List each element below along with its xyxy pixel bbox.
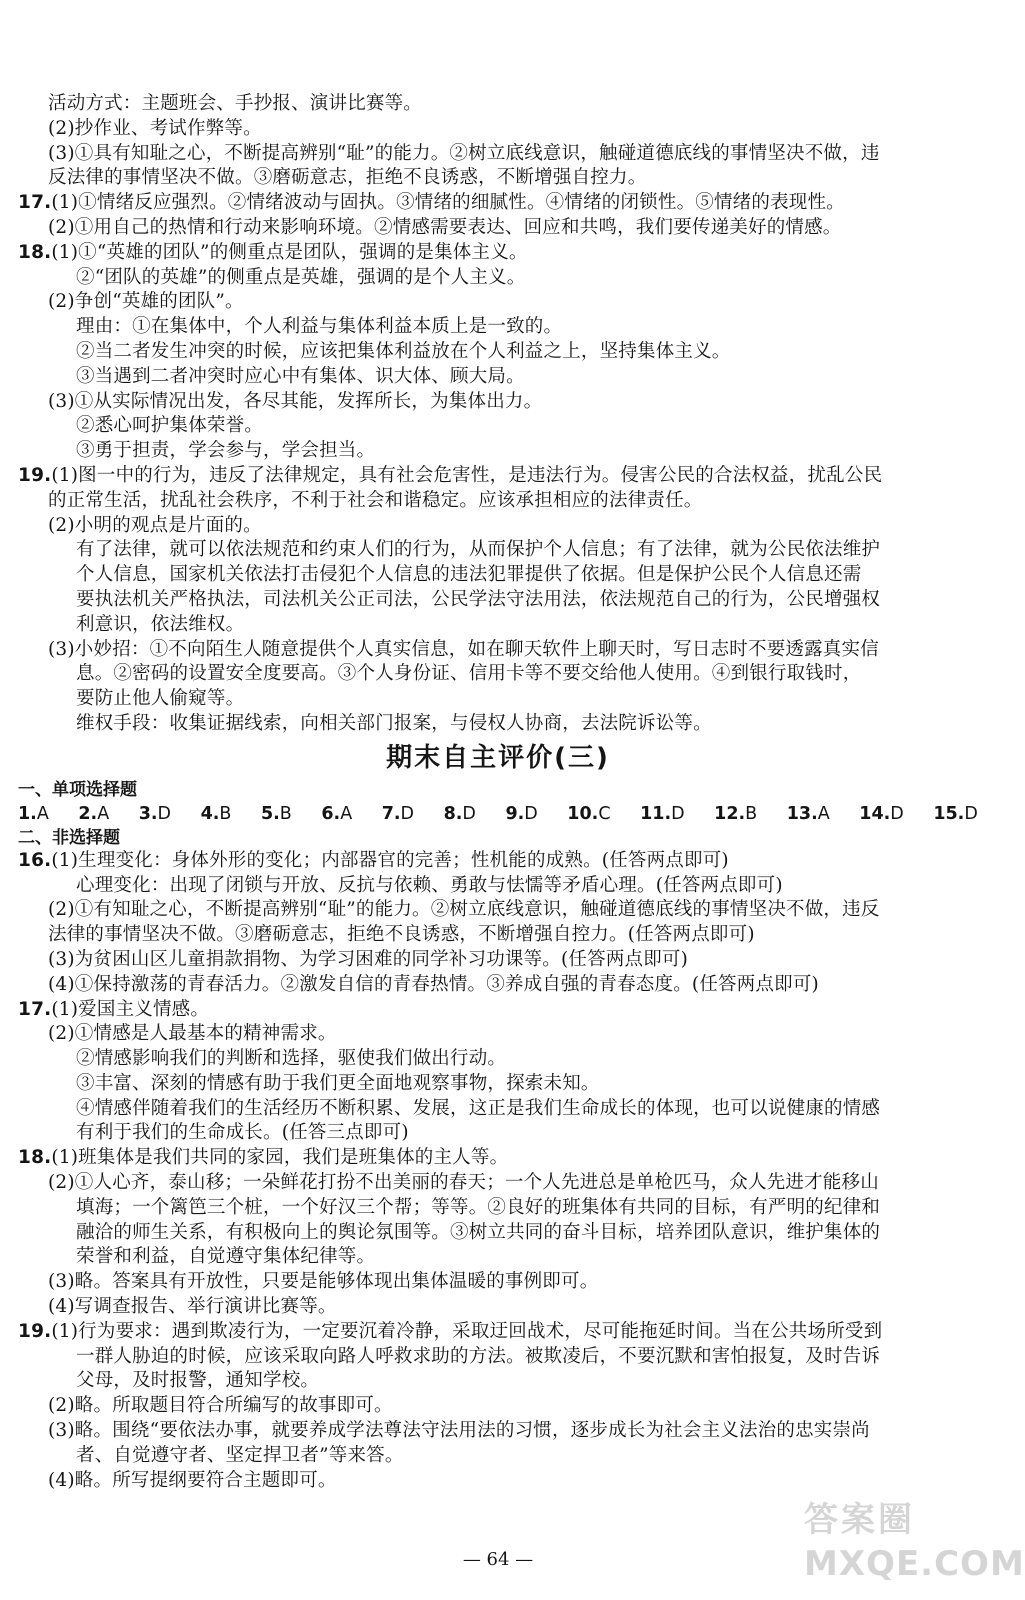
choice-answer xyxy=(933,801,978,827)
line-text: (1)爱国主义情感。 xyxy=(51,998,210,1020)
text-line xyxy=(18,1345,978,1370)
choice-answer xyxy=(139,801,171,827)
line-text: 反法律的事情坚决不做。③磨砺意志，拒绝不良诱惑，不断增强自控力。 xyxy=(48,167,647,189)
choice-letter: A xyxy=(97,803,110,824)
choice-letter: D xyxy=(890,803,904,824)
text-line xyxy=(18,923,978,948)
line-text: 心理变化：出现了闭锁与开放、反抗与依赖、勇敢与怯懦等矛盾心理。(任答两点即可) xyxy=(76,874,783,896)
line-text: ③丰富、深刻的情感有助于我们更全面地观察事物，探索未知。 xyxy=(76,1072,600,1094)
line-text: 理由：①在集体中，个人利益与集体利益本质上是一致的。 xyxy=(76,316,563,338)
choice-letter: D xyxy=(524,803,538,824)
line-text: 息。②密码的设置安全度要高。③个人身份证、信用卡等不要交给他人使用。④到银行取钱时， xyxy=(76,663,862,685)
choice-number: 1. xyxy=(18,803,37,824)
text-line xyxy=(18,1146,978,1171)
choice-number: 6. xyxy=(321,803,341,824)
choice-answer xyxy=(640,801,685,827)
line-text: (4)略。所写提纲要符合主题即可。 xyxy=(48,1469,337,1491)
question-number: 18. xyxy=(18,1147,52,1169)
line-text: (3)小妙招：①不向陌生人随意提供个人真实信息，如在聊天软件上聊天时，写日志时不要透露真实信 xyxy=(48,638,879,660)
choice-letter: C xyxy=(598,803,611,824)
text-line xyxy=(18,266,978,291)
text-line xyxy=(18,1171,978,1196)
text-line xyxy=(18,973,978,998)
text-line xyxy=(18,1369,978,1394)
line-text: (1)生理变化：身体外形的变化；内部器官的完善；性机能的成熟。(任答两点即可) xyxy=(51,849,729,871)
line-text: 的正常生活，扰乱社会秩序，不利于社会和谐稳定。应该承担相应的法律责任。 xyxy=(48,489,703,511)
answer-page xyxy=(18,92,978,1493)
text-line xyxy=(18,216,978,241)
line-text: (1)①“英雄的团队”的侧重点是团队，强调的是集体主义。 xyxy=(51,241,528,263)
text-line xyxy=(18,166,978,191)
question-number: 19. xyxy=(18,464,52,486)
watermark-logo xyxy=(804,1498,1025,1594)
line-text: (3)略。答案具有开放性，只要是能够体现出集体温暖的事例即可。 xyxy=(48,1271,599,1293)
choice-number: 4. xyxy=(200,803,220,824)
text-line xyxy=(18,712,978,737)
line-text: (3)为贫困山区儿童捐款捐物、为学习困难的同学补习功课等。(任答两点即可) xyxy=(48,948,689,970)
watermark-text-top: 答案圈 xyxy=(804,1500,915,1540)
text-line xyxy=(18,315,978,340)
text-line xyxy=(18,439,978,464)
text-line xyxy=(18,898,978,923)
text-line xyxy=(18,340,978,365)
page-number: — 64 — xyxy=(462,1549,534,1570)
choice-number: 11. xyxy=(640,803,672,824)
choice-letter: B xyxy=(745,803,758,824)
line-text: (4)①保持激荡的青春活力。②激发自信的青春热情。③养成自强的青春态度。(任答两点即可) xyxy=(48,973,819,995)
line-text: (3)①从实际情况出发，各尽其能，发挥所长，为集体出力。 xyxy=(48,390,543,412)
line-text: 填海；一个篱笆三个桩，一个好汉三个帮；等等。②良好的班集体有共同的目标，有严明的纪律和 xyxy=(76,1196,881,1218)
choice-number: 3. xyxy=(138,803,158,824)
line-text: 父母，及时报警，通知学校。 xyxy=(76,1370,320,1392)
text-line xyxy=(18,142,978,167)
choice-answer xyxy=(714,801,757,827)
text-line xyxy=(18,489,978,514)
choice-answer xyxy=(78,801,109,827)
text-line xyxy=(18,1121,978,1146)
watermark-text-bottom: MXQE.COM xyxy=(804,1544,1025,1584)
choice-answer xyxy=(18,801,49,827)
text-line xyxy=(18,365,978,390)
choice-answer xyxy=(505,801,537,827)
text-line xyxy=(18,849,978,874)
choice-number: 8. xyxy=(443,803,463,824)
choice-answer xyxy=(444,801,476,827)
text-line xyxy=(18,1072,978,1097)
line-text: 活动方式：主题班会、手抄报、演讲比赛等。 xyxy=(48,93,423,114)
text-line xyxy=(18,92,978,117)
choice-letter: D xyxy=(462,803,476,824)
text-line xyxy=(18,290,978,315)
text-line xyxy=(18,1270,978,1295)
choice-number: 5. xyxy=(260,803,280,824)
part1-heading: 一、单项选择题 xyxy=(18,779,137,800)
part2-heading: 二、非选择题 xyxy=(18,827,120,848)
choice-number: 15. xyxy=(933,803,965,824)
line-text: 维权手段：收集证据线索，向相关部门报案，与侵权人协商，去法院诉讼等。 xyxy=(76,712,712,734)
line-text: (1)图一中的行为，违反了法律规定，具有社会危害性，是违法行为。侵害公民的合法权益，扰乱公民 xyxy=(51,464,883,486)
text-line xyxy=(18,1022,978,1047)
line-text: 利意识，依法维权。 xyxy=(76,613,245,635)
choice-letter: B xyxy=(219,803,232,824)
line-text: (2)①有知耻之心，不断提高辨别“耻”的能力。②树立底线意识，触碰道德底线的事情坚决不做，违反 xyxy=(48,899,880,921)
choice-number: 13. xyxy=(786,803,818,824)
line-text: (2)争创“英雄的团队”。 xyxy=(48,291,244,313)
line-text: 个人信息，国家机关依法打击侵犯个人信息的违法犯罪提供了依据。但是保护公民个人信息还需 xyxy=(76,564,862,586)
line-text: 法律的事情坚决不做。③磨砺意志，拒绝不良诱惑，不断增强自控力。(任答两点即可) xyxy=(48,924,755,946)
line-text: ②“团队的英雄”的侧重点是英雄，强调的是个人主义。 xyxy=(76,266,526,288)
text-line xyxy=(18,538,978,563)
line-text: 融洽的师生关系，有积极向上的舆论氛围等。③树立共同的奋斗目标，培养团队意识，维护集体的 xyxy=(76,1221,881,1243)
text-line xyxy=(18,514,978,539)
line-text: 要执法机关严格执法，司法机关公正司法，公民学法守法用法，依法规范自己的行为，公民增强权 xyxy=(76,588,881,610)
line-text: (2)略。所取题目符合所编写的故事即可。 xyxy=(48,1395,393,1417)
choice-letter: A xyxy=(817,803,830,824)
text-line xyxy=(18,1320,978,1345)
text-line xyxy=(18,948,978,973)
line-text: (1)①情绪反应强烈。②情绪波动与固执。③情绪的细腻性。④情绪的闭锁性。⑤情绪的表现性。 xyxy=(51,192,845,214)
choice-letter: D xyxy=(671,803,685,824)
text-line xyxy=(18,588,978,613)
line-text: 有了法律，就可以依法规范和约束人们的行为，从而保护个人信息；有了法律，就为公民依法维护 xyxy=(76,539,881,561)
choice-number: 14. xyxy=(859,803,891,824)
choice-number: 2. xyxy=(78,803,98,824)
text-line xyxy=(18,464,978,489)
line-text: 荣誉和利益，自觉遵守集体纪律等。 xyxy=(76,1246,376,1268)
choice-answer xyxy=(567,801,610,827)
section-title: 期末自主评价(三) xyxy=(386,742,610,773)
answers-bottom-block xyxy=(18,849,978,1494)
text-line xyxy=(18,241,978,266)
text-line xyxy=(18,1047,978,1072)
choice-answer xyxy=(201,801,232,827)
choice-number: 7. xyxy=(381,803,401,824)
choice-number: 9. xyxy=(505,803,525,824)
text-line xyxy=(18,117,978,142)
choice-letter: D xyxy=(964,803,978,824)
line-text: 者、自觉遵守者、坚定捍卫者”等来答。 xyxy=(76,1444,404,1466)
choice-letter: B xyxy=(279,803,292,824)
text-line xyxy=(18,1394,978,1419)
line-text: (1)行为要求：遇到欺凌行为，一定要沉着冷静，采取迂回战术，尽可能拖延时间。当在公共场所受到 xyxy=(51,1320,883,1342)
question-number: 17. xyxy=(18,998,52,1020)
text-line xyxy=(18,662,978,687)
answers-top-block xyxy=(18,92,978,737)
line-text: ②悉心呵护集体荣誉。 xyxy=(76,415,264,437)
text-line xyxy=(18,1469,978,1494)
line-text: (2)①情感是人最基本的精神需求。 xyxy=(48,1023,337,1045)
choice-answer xyxy=(787,801,830,827)
question-number: 17. xyxy=(18,192,52,214)
line-text: ③当遇到二者冲突时应心中有集体、识大体、顾大局。 xyxy=(76,365,525,387)
text-line xyxy=(18,563,978,588)
choice-number: 12. xyxy=(714,803,746,824)
line-text: (1)班集体是我们共同的家园，我们是班集体的主人等。 xyxy=(51,1147,509,1169)
line-text: (2)小明的观点是片面的。 xyxy=(48,514,262,536)
line-text: (2)①人心齐，泰山移；一朵鲜花打扮不出美丽的春天；一个人先进总是单枪匹马，众人先进才能移山 xyxy=(48,1172,879,1194)
line-text: (3)①具有知耻之心，不断提高辨别“耻”的能力。②树立底线意识，触碰道德底线的事情坚决不做，违 xyxy=(48,142,880,164)
text-line xyxy=(18,191,978,216)
choice-number: 10. xyxy=(567,803,599,824)
line-text: (4)写调查报告、举行演讲比赛等。 xyxy=(48,1296,337,1318)
text-line xyxy=(18,1097,978,1122)
text-line xyxy=(18,390,978,415)
question-number: 16. xyxy=(18,849,52,871)
text-line xyxy=(18,874,978,899)
choice-answer xyxy=(261,801,292,827)
question-number: 19. xyxy=(18,1320,52,1342)
multiple-choice-answers xyxy=(18,801,978,827)
choice-answer xyxy=(321,801,352,827)
text-line xyxy=(18,613,978,638)
text-line xyxy=(18,687,978,712)
line-text: ③勇于担责，学会参与，学会担当。 xyxy=(76,440,376,462)
text-line xyxy=(18,1221,978,1246)
line-text: 要防止他人偷窥等。 xyxy=(76,688,245,710)
choice-letter: D xyxy=(400,803,415,824)
line-text: ②情感影响我们的判断和选择，驱使我们做出行动。 xyxy=(76,1048,507,1070)
line-text: ②当二者发生冲突的时候，应该把集体利益放在个人利益之上，坚持集体主义。 xyxy=(76,340,731,362)
text-line xyxy=(18,1196,978,1221)
text-line xyxy=(18,414,978,439)
choice-letter: A xyxy=(340,803,353,824)
text-line xyxy=(18,638,978,663)
choice-letter: A xyxy=(36,803,49,824)
text-line xyxy=(18,1419,978,1444)
line-text: 一群人胁迫的时候，应该采取向路人呼救求助的方法。被欺凌后，不要沉默和害怕报复，及时告诉 xyxy=(76,1345,881,1367)
line-text: (3)略。围绕“要依法办事，就要养成学法尊法守法用法的习惯，逐步成长为社会主义法治的忠实崇尚 xyxy=(48,1420,870,1442)
text-line xyxy=(18,1444,978,1469)
text-line xyxy=(18,1295,978,1320)
text-line xyxy=(18,1245,978,1270)
question-number: 18. xyxy=(18,241,52,263)
choice-answer xyxy=(859,801,904,827)
line-text: (2)抄作业、考试作弊等。 xyxy=(48,117,262,139)
line-text: ④情感伴随着我们的生活经历不断积累、发展，这正是我们生命成长的体现，也可以说健康的情感 xyxy=(76,1097,881,1119)
choice-letter: D xyxy=(157,803,172,824)
line-text: 有利于我们的生命成长。(任答三点即可) xyxy=(76,1122,409,1144)
line-text: (2)①用自己的热情和行动来影响环境。②情感需要表达、回应和共鸣，我们要传递美好的情感。 xyxy=(48,216,842,238)
text-line xyxy=(18,998,978,1023)
choice-answer xyxy=(382,801,414,827)
